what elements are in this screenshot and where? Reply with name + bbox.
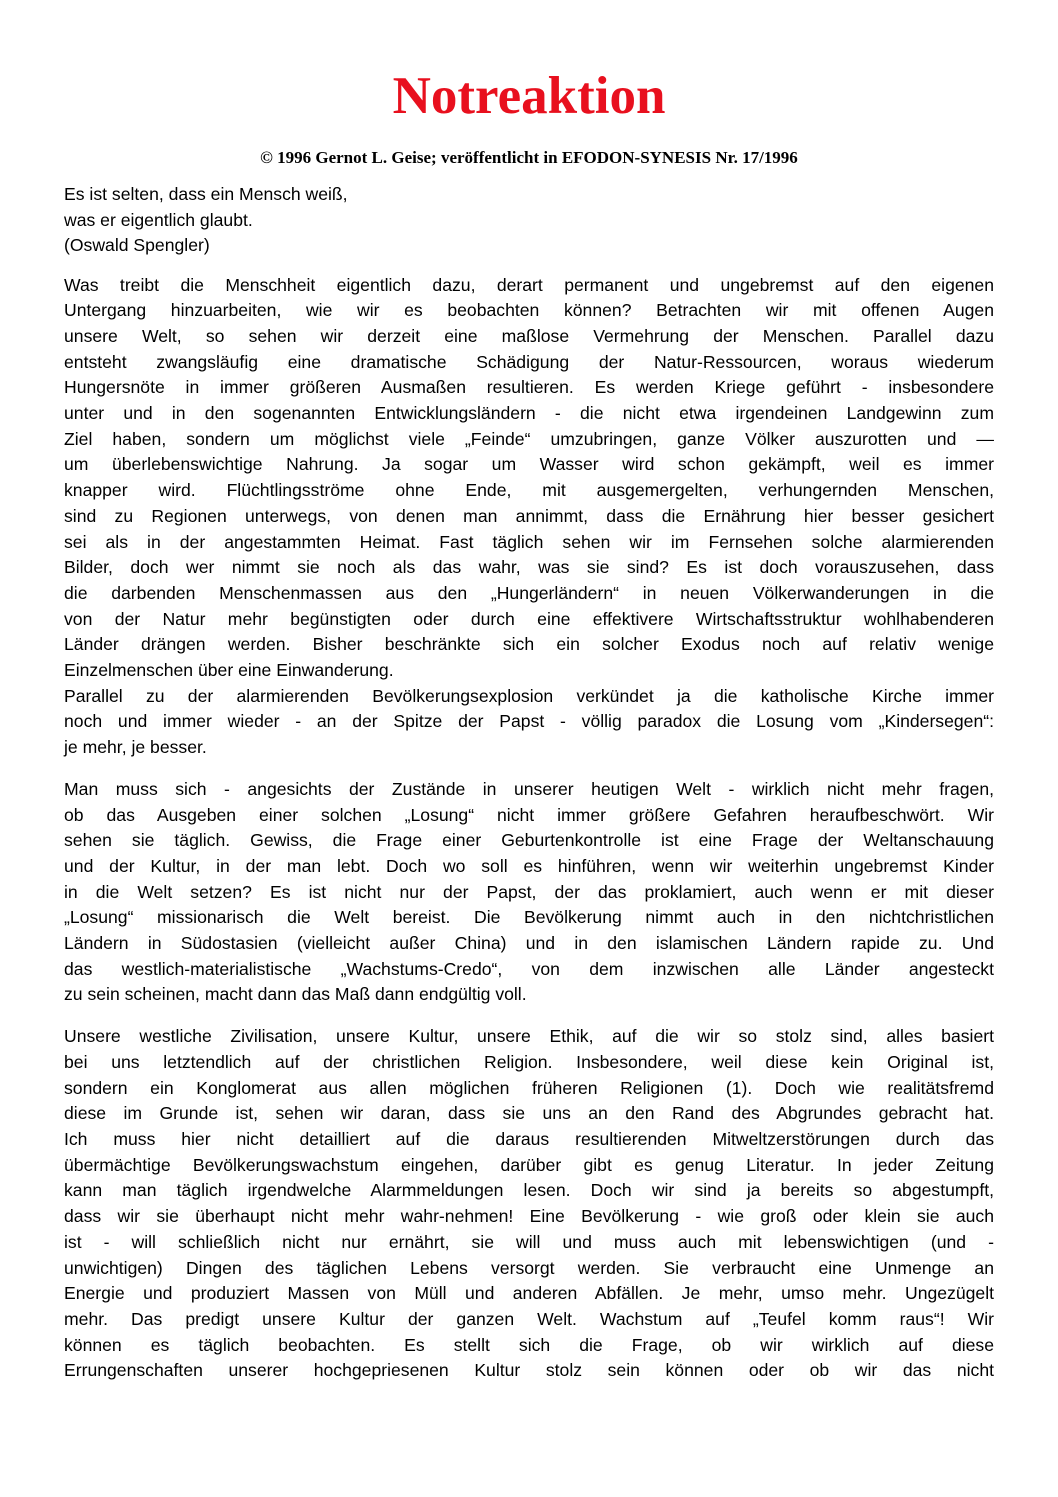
text-line: Energie und produziert Massen von Müll und anderen Abfällen. Je mehr, umso mehr. Ungezügelt xyxy=(64,1283,994,1304)
text-line: sehen sie täglich. Gewiss, die Frage einer Geburtenkontrolle ist eine Frage der Weltanschauung xyxy=(64,830,994,851)
text-line: Hungersnöte in immer größeren Ausmaßen resultieren. Es werden Kriege geführt - insbesondere xyxy=(64,377,994,398)
text-line: übermächtige Bevölkerungswachstum eingehen, darüber gibt es genug Literatur. In jeder Zeitung xyxy=(64,1154,994,1175)
text-line: Bilder, doch wer nimmt sie noch als das wahr, was sie sind? Es ist doch vorauszusehen, dass xyxy=(64,557,994,578)
text-line: „Losung“ missionarisch die Welt bereist. Die Bevölkerung nimmt auch in den nichtchristlichen xyxy=(64,907,994,928)
epigraph-line: was er eigentlich glaubt. xyxy=(64,209,253,230)
text-line: und der Kultur, in der man lebt. Doch wo soll es hinführen, wenn wir weiterhin ungebremst Kinder xyxy=(64,855,994,876)
text-line: Einzelmenschen über eine Einwanderung. xyxy=(64,660,394,681)
text-line: entsteht zwangsläufig eine dramatische Schädigung der Natur-Ressourcen, woraus wiederum xyxy=(64,351,994,372)
text-line: Man muss sich - angesichts der Zustände in unserer heutigen Welt - wirklich nicht mehr fragen, xyxy=(64,778,994,799)
text-line: um überlebenswichtige Nahrung. Ja sogar um Wasser wird schon gekämpft, weil es immer xyxy=(64,454,994,475)
text-line: je mehr, je besser. xyxy=(64,737,207,758)
text-line: sei als in der angestammten Heimat. Fast täglich sehen wir im Fernsehen solche alarmierenden xyxy=(64,531,994,552)
text-line: Länder drängen werden. Bisher beschränkte sich ein solcher Exodus noch auf relativ wenige xyxy=(64,634,994,655)
text-line: sind zu Regionen unterwegs, von denen man annimmt, dass die Ernährung hier besser gesichert xyxy=(64,505,994,526)
text-line: unsere Welt, so sehen wir derzeit eine maßlose Vermehrung der Menschen. Parallel dazu xyxy=(64,325,994,346)
text-line: bei uns letztendlich auf der christlichen Religion. Insbesondere, weil diese kein Original ist, xyxy=(64,1051,994,1072)
text-line: Parallel zu der alarmierenden Bevölkerungsexplosion verkündet ja die katholische Kirche immer xyxy=(64,685,994,706)
text-line: von der Natur mehr begünstigten oder durch eine effektivere Wirtschaftsstruktur wohlhabenderen xyxy=(64,608,994,629)
text-line: in die Welt setzen? Es ist nicht nur der Papst, der das proklamiert, auch wenn er mit dieser xyxy=(64,881,994,902)
text-line: diese im Grunde ist, sehen wir daran, dass sie uns an den Rand des Abgrundes gebracht hat. xyxy=(64,1103,994,1124)
text-line: Was treibt die Menschheit eigentlich dazu, derart permanent und ungebremst auf den eigenen xyxy=(64,274,994,295)
text-line: ob das Ausgeben einer solchen „Losung“ nicht immer größere Gefahren heraufbeschwört. Wir xyxy=(64,804,994,825)
text-line: dass wir sie überhaupt nicht mehr wahr-nehmen! Eine Bevölkerung - wie groß oder klein sie auch xyxy=(64,1206,994,1227)
text-line: noch und immer wieder - an der Spitze der Papst - völlig paradox die Losung vom „Kindersegen“: xyxy=(64,711,994,732)
body-paragraph xyxy=(64,273,994,761)
text-line: die darbenden Menschenmassen aus den „Hungerländern“ in neuen Völkerwanderungen in die xyxy=(64,582,994,603)
text-line: Ländern in Südostasien (vielleicht außer China) und in den islamischen Ländern rapide zu. Und xyxy=(64,933,994,954)
text-line: unter und in den sogenannten Entwicklungsländern - die nicht etwa irgendeinen Landgewinn zum xyxy=(64,403,994,424)
page-title: Notreaktion xyxy=(392,67,666,125)
body-paragraph xyxy=(64,1024,994,1384)
text-line: Errungenschaften unserer hochgepriesenen Kultur stolz sein können oder ob wir das nicht xyxy=(64,1360,994,1381)
epigraph-attribution: (Oswald Spengler) xyxy=(64,235,210,255)
epigraph-line: Es ist selten, dass ein Mensch weiß, xyxy=(64,184,348,204)
body-paragraph xyxy=(64,777,994,1008)
text-line: zu sein scheinen, macht dann das Maß dann endgültig voll. xyxy=(64,984,527,1005)
epigraph-quote xyxy=(64,182,994,259)
text-line: Ziel haben, sondern um möglichst viele „Feinde“ umzubringen, ganze Völker auszurotten und — xyxy=(64,428,994,449)
text-line: kann man täglich irgendwelche Alarmmeldungen lesen. Doch wir sind ja bereits so abgestumpft, xyxy=(64,1180,994,1201)
text-line: können es täglich beobachten. Es stellt sich die Frage, ob wir wirklich auf diese xyxy=(64,1334,994,1355)
text-line: Unsere westliche Zivilisation, unsere Kultur, unsere Ethik, auf die wir so stolz sind, alles basiert xyxy=(64,1026,994,1047)
text-line: Ich muss hier nicht detailliert auf die daraus resultierenden Mitweltzerstörungen durch das xyxy=(64,1129,994,1149)
text-line: das westlich-materialistische „Wachstums-Credo“, von dem inzwischen alle Länder angesteckt xyxy=(64,958,994,979)
text-line: Untergang hinzuarbeiten, wie wir es beobachten können? Betrachten wir mit offenen Augen xyxy=(64,300,994,321)
copyright-line: © 1996 Gernot L. Geise; veröffentlicht in EFODON-SYNESIS Nr. 17/1996 xyxy=(260,148,798,167)
text-line: knapper wird. Flüchtlingsströme ohne Ende, mit ausgemergelten, verhungernden Menschen, xyxy=(64,480,994,501)
text-line: mehr. Das predigt unsere Kultur der ganzen Welt. Wachstum auf „Teufel komm raus“! Wir xyxy=(64,1308,994,1329)
text-line: sondern ein Konglomerat aus allen möglichen früheren Religionen (1). Doch wie realitätsfremd xyxy=(64,1077,994,1098)
text-line: unwichtigen) Dingen des täglichen Lebens versorgt werden. Sie verbraucht eine Unmenge an xyxy=(64,1257,994,1278)
text-line: ist - will schließlich nicht nur ernährt, sie will und muss auch mit lebenswichtigen (und - xyxy=(64,1231,994,1252)
